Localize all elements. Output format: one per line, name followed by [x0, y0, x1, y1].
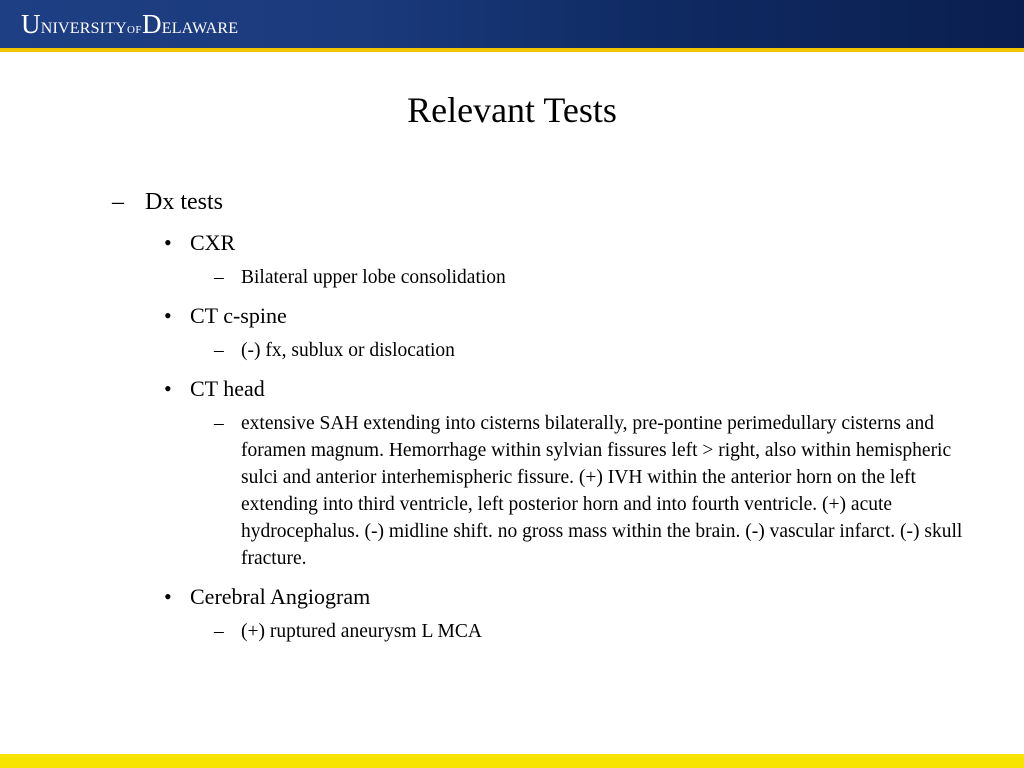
bullet-label: CT head [190, 376, 265, 401]
detail-text: (+) ruptured aneurysm L MCA [241, 621, 482, 642]
heading-dx-tests [112, 186, 992, 218]
detail-item [112, 410, 992, 572]
detail-item [112, 337, 992, 364]
header-bar [0, 0, 1024, 52]
slide-content [112, 186, 992, 645]
slide-title: Relevant Tests [407, 90, 617, 130]
bullet-marker: • [164, 584, 172, 609]
dash-marker: – [214, 621, 224, 642]
bullet-marker: • [164, 376, 172, 401]
logo-word-of: OF [126, 24, 143, 36]
logo-word-university: NIVERSITY [40, 20, 127, 37]
logo-letter-u: U [21, 9, 41, 39]
detail-text: (-) fx, sublux or dislocation [241, 340, 455, 361]
bullet-item-ct-c-spine [112, 301, 992, 331]
logo-letter-d: D [142, 9, 162, 39]
detail-text: Bilateral upper lobe consolidation [241, 267, 506, 288]
dash-marker: – [214, 267, 224, 288]
bullet-marker: • [164, 230, 172, 255]
bullet-label: CXR [190, 230, 236, 255]
bullet-marker: • [164, 303, 172, 328]
university-logo [21, 9, 239, 42]
dash-marker: – [214, 413, 224, 434]
bullet-item-cerebral-angiogram [112, 582, 992, 612]
bullet-label: CT c-spine [190, 303, 287, 328]
dash-marker: – [214, 340, 224, 361]
heading-text: Dx tests [145, 189, 223, 215]
logo-word-delaware: ELAWARE [161, 20, 239, 37]
detail-item [112, 618, 992, 645]
detail-text: extensive SAH extending into cisterns bilaterally, pre-pontine perimedullary cisterns and foramen magnum. Hemorrhage within sylvian fissures left > right, also within hemispheric sulci and anterior interhemispheric fissure. (+) IVH within the anterior horn on the left extending into third ventricle, left posterior horn and into fourth ventricle. (+) acute hydrocephalus. (-) midline shift. no gross mass within the brain. (-) vascular infarct. (-) skull fracture. [241, 413, 963, 569]
bottom-bar [0, 754, 1024, 768]
detail-item [112, 264, 992, 291]
bullet-label: Cerebral Angiogram [190, 584, 371, 609]
dash-marker: – [112, 189, 124, 215]
bullet-item-ct-head [112, 374, 992, 404]
bullet-item-cxr [112, 228, 992, 258]
